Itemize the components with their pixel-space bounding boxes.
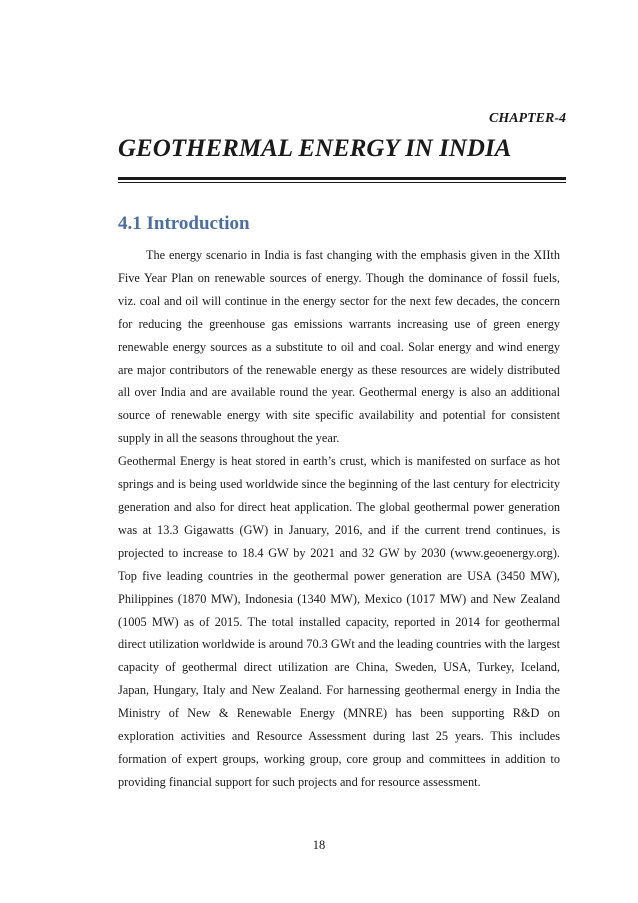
title-rule-thick [118,177,566,180]
body-text [118,244,560,794]
title-rule-thin [118,182,566,183]
paragraph-intro: The energy scenario in India is fast changing with the emphasis given in the XIIth Five Year Plan on renewable sources of energy. Though the dominance of fossil fuels, viz. coal and oil will continue in the energy sector for the next few decades, the concern for reducing the greenhouse gas emissions warrants increasing use of green energy renewable energy sources as a substitute to oil and coal. Solar energy and wind energy are major contributors of the renewable energy as these resources are widely distributed all over India and are available round the year. Geothermal energy is also an additional source of renewable energy with site specific availability and potential for consistent supply in all the seasons throughout the year. [118,248,560,446]
section-heading: 4.1 Introduction [118,213,250,234]
page-number: 18 [312,838,326,852]
paragraph-geothermal: Geothermal Energy is heat stored in earth’s crust, which is manifested on surface as hot springs and is being used worldwide since the beginning of the last century for electricity generation and also for direct heat application. The global geothermal power generation was at 13.3 Gigawatts (GW) in January, 2016, and if the current trend continues, is projected to increase to 18.4 GW by 2021 and 32 GW by 2030 (www.geoenergy.org). Top five leading countries in the geothermal power generation are USA (3450 MW), Philippines (1870 MW), Indonesia (1340 MW), Mexico (1017 MW) and New Zealand (1005 MW) as of 2015. The total installed capacity, reported in 2014 for geothermal direct utilization worldwide is around 70.3 GWt and the leading countries with the largest capacity of geothermal direct utilization are China, Sweden, USA, Turkey, Iceland, Japan, Hungary, Italy and New Zealand. For harnessing geothermal energy in India the Ministry of New & Renewable Energy (MNRE) has been supporting R&D on exploration activities and Resource Assessment during last 25 years. This includes formation of expert groups, working group, core group and committees in addition to providing financial support for such projects and for resource assessment. [118,454,560,789]
chapter-label: CHAPTER-4 [488,111,566,126]
chapter-title: GEOTHERMAL ENERGY IN INDIA [118,135,512,162]
